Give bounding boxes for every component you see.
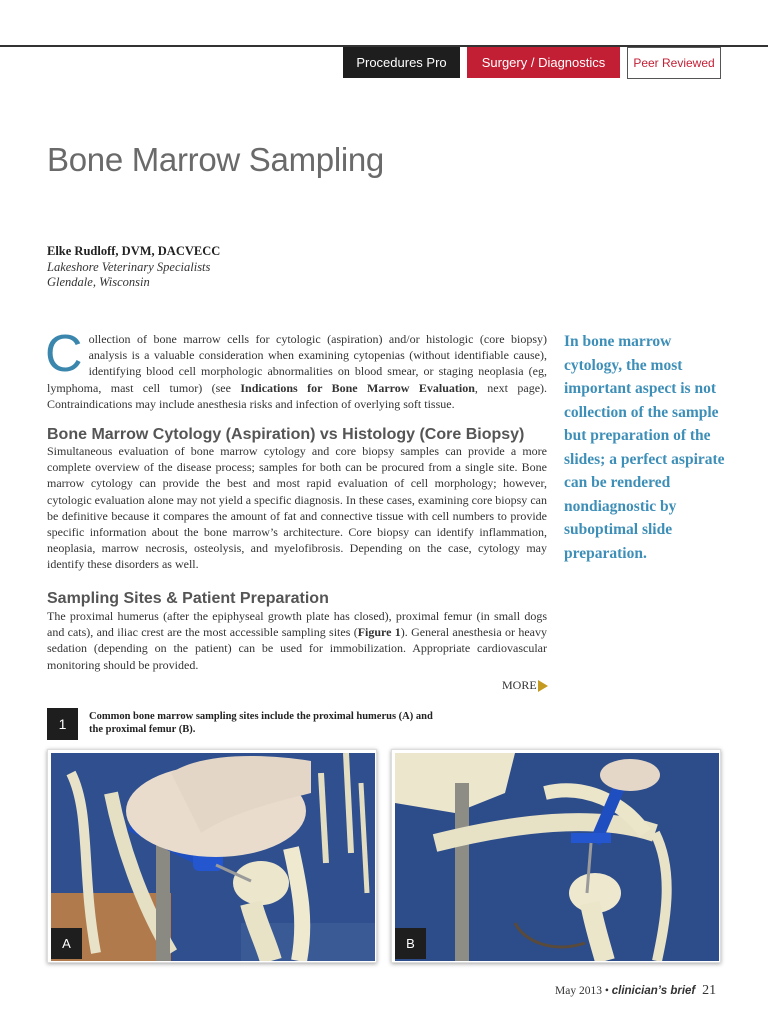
pull-quote: In bone marrow cytology, the most important aspect is not collection of the sample but preparation of the slides; a perfect aspirate can be rendered nondiagnostic by suboptimal slide preparation. (564, 333, 725, 562)
figure-reference: Figure 1 (357, 625, 401, 640)
humerus-photo-illustration (51, 753, 375, 961)
page-footer (555, 983, 716, 999)
figure-number: 1 (47, 708, 78, 740)
intro-text-start: ollection of bone marrow cells for cytologic (aspiration) and/or histologic (core biopsy) analysis is a valuable consideration when examining cytopenias (without identifiable cause), identifying blood cell morphologic abnormalities on blood smear, or staging neoplasia (eg, lymphoma, mast cell tumor) (see (47, 332, 547, 395)
photo-label-b: B (395, 928, 426, 959)
figure-photo-b (391, 749, 721, 963)
intro-paragraph (45, 325, 548, 412)
femur-photo-illustration (395, 753, 719, 961)
figure-photo-a (47, 749, 377, 963)
drop-cap: C (45, 325, 83, 383)
intro-text-end: , next page). Contraindications may include anesthesia risks and infection of overlying soft tissue. (47, 380, 548, 411)
section-heading-cytology: Bone Marrow Cytology (Aspiration) vs Histology (Core Biopsy) (47, 426, 525, 443)
author-location: Glendale, Wisconsin (47, 275, 150, 289)
sampling-paragraph (47, 608, 547, 673)
author-block (47, 244, 220, 291)
footer-date: May 2013 (555, 985, 602, 997)
figure-caption: Common bone marrow sampling sites include the proximal humerus (A) and the proximal femur (B). (89, 711, 433, 735)
sampling-text-start: The proximal humerus (after the epiphyseal growth plate has closed), proximal femur (in small dogs and cats), and iliac crest are the most accessible sampling sites ( (47, 609, 547, 640)
more-arrow-icon[interactable] (538, 680, 548, 692)
sampling-text-end: ). General anesthesia or heavy sedation (depending on the patient) can be used for immobilization. Appropriate cardiovascular monitoring should be provided. (47, 625, 547, 672)
section-heading-sampling: Sampling Sites & Patient Preparation (47, 590, 329, 607)
photo-label-a: A (51, 928, 82, 959)
procedures-pro-tag: Procedures Pro (343, 47, 460, 78)
page-number: 21 (702, 983, 717, 998)
footer-publication: clinician’s brief (611, 985, 696, 997)
peer-reviewed-tag: Peer Reviewed (627, 47, 721, 79)
author-institution: Lakeshore Veterinary Specialists (47, 259, 211, 274)
cytology-paragraph: Simultaneous evaluation of bone marrow cytology and core biopsy samples can provide a more complete overview of the disease process; samples for both can be procured from a single site. Bone marrow cytology can provide the best and most rapid evaluation of cell morphology; however, cytologic evaluation alone may not yield a specific diagnosis. In these cases, examining core biopsy can be definitive because it compares the amount of fat and connective tissue with cell numbers to provide specific information about the bone marrow’s architecture. Core biopsy can identify inflammation, neoplasia, marrow necrosis, osteolysis, and myelofibrosis. Depending on the case, cytology may identify these disorders as well. (47, 444, 547, 572)
footer-separator: • (604, 985, 609, 997)
indications-reference: Indications for Bone Marrow Evaluation (240, 380, 475, 395)
category-tag: Surgery / Diagnostics (467, 47, 620, 78)
more-link[interactable]: MORE (502, 678, 537, 692)
article-title: Bone Marrow Sampling (47, 141, 384, 178)
author-name: Elke Rudloff, DVM, DACVECC (47, 244, 221, 258)
